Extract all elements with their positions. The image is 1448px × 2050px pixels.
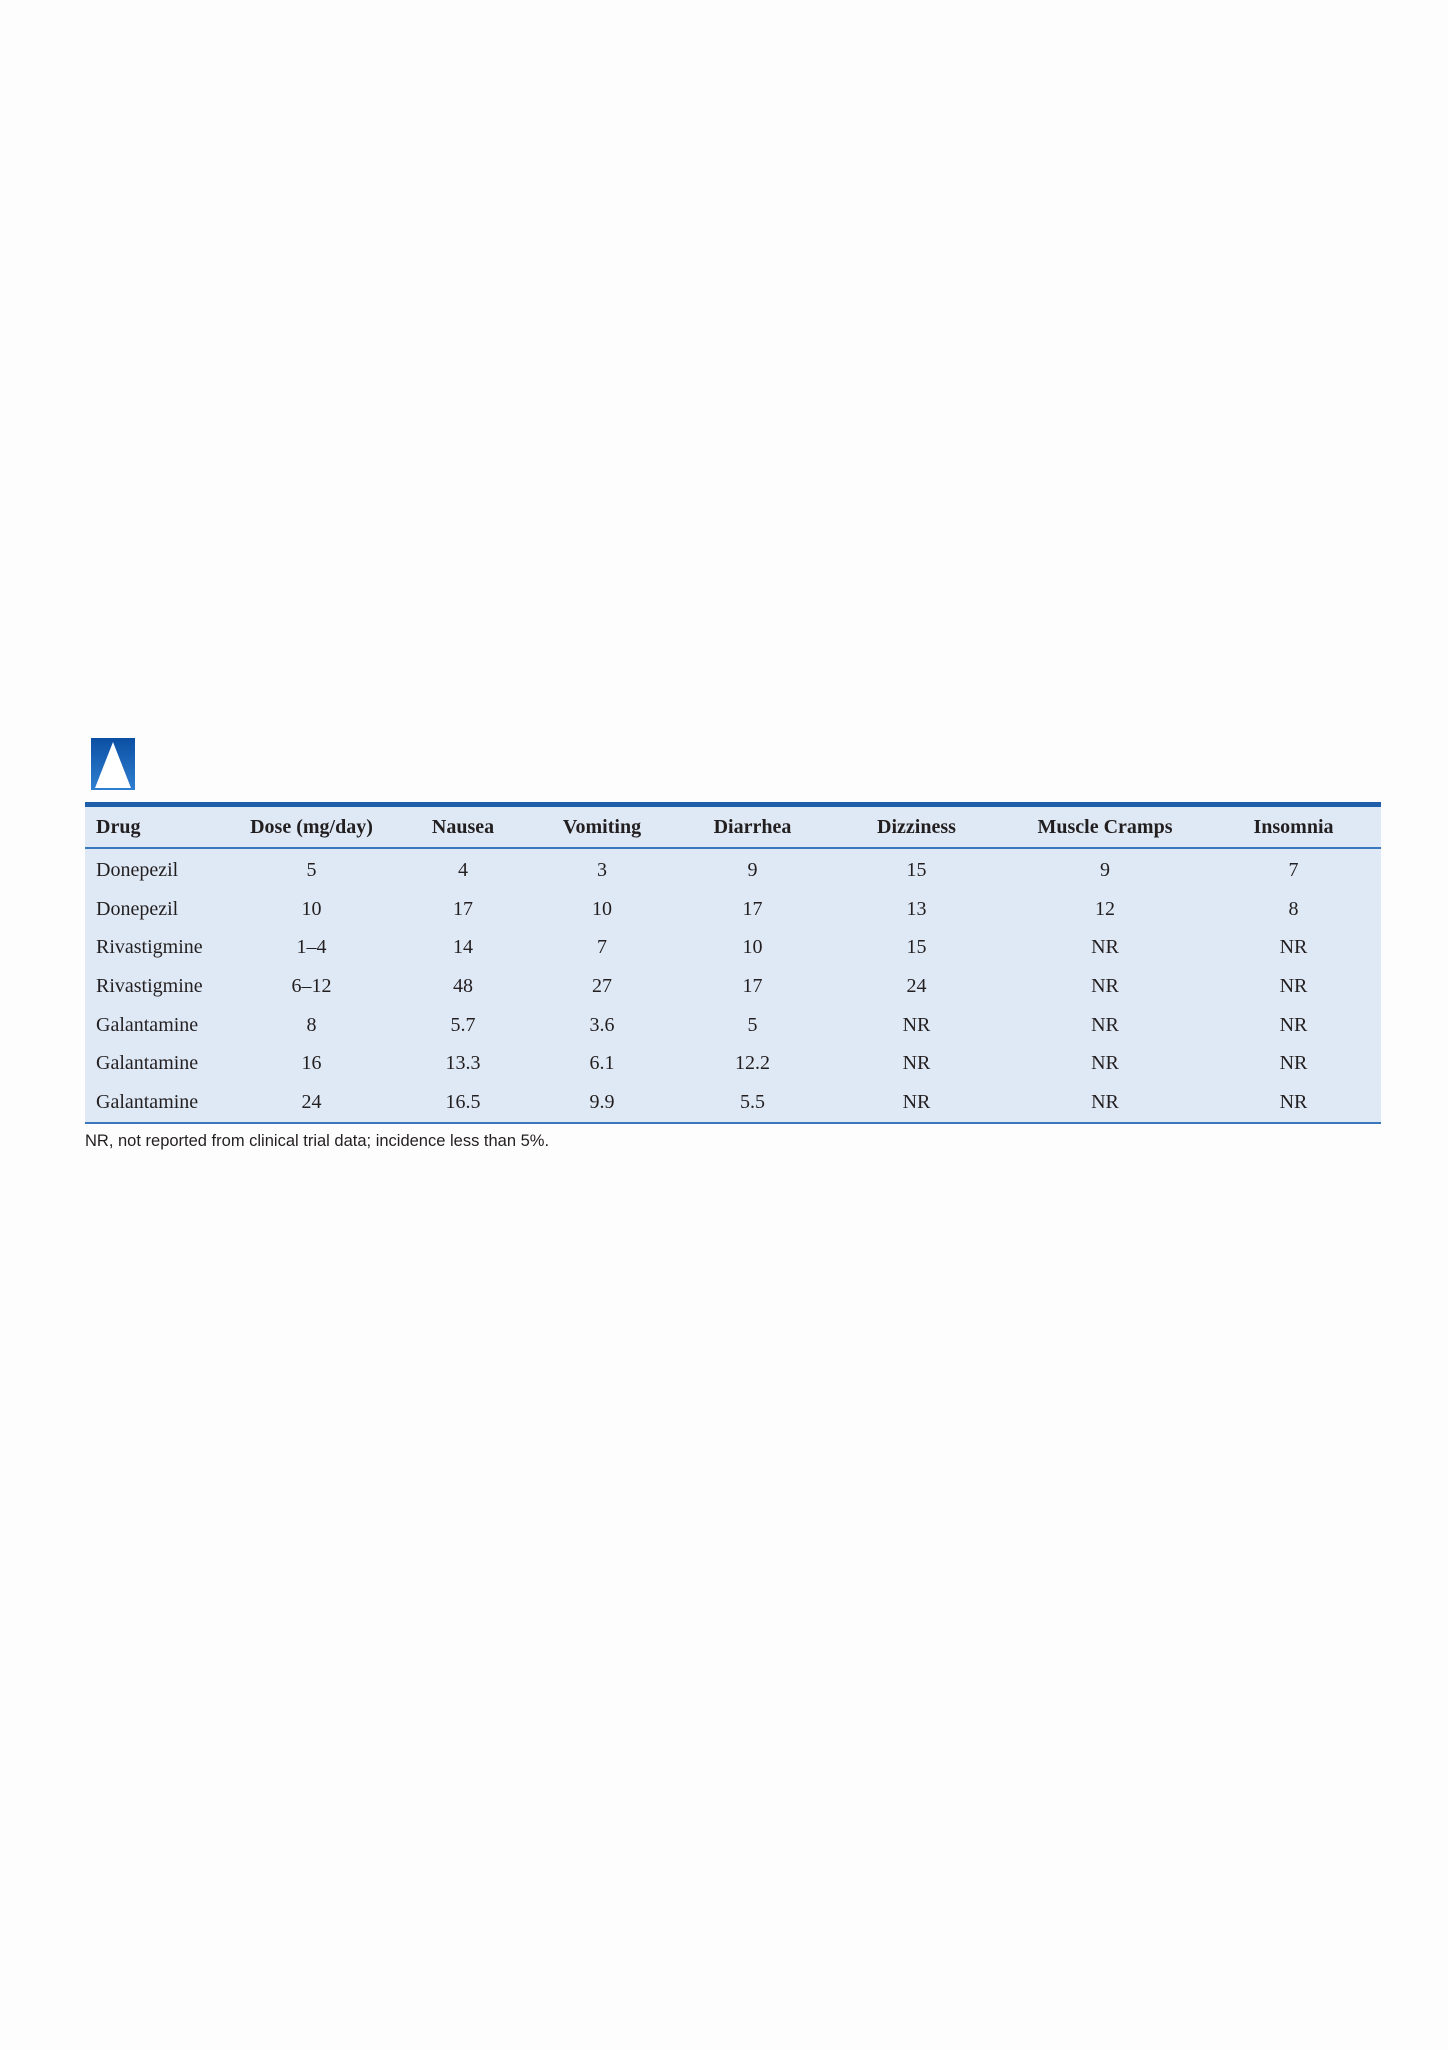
cell-insomnia: 7 xyxy=(1288,858,1299,881)
cell-diarrhea: 17 xyxy=(742,897,763,920)
header-vomiting: Vomiting xyxy=(528,807,676,848)
cell-insomnia: NR xyxy=(1279,974,1308,997)
header-dizziness: Dizziness xyxy=(829,807,1004,848)
cell-nausea: 48 xyxy=(453,974,473,997)
cell-dizziness: 15 xyxy=(906,858,927,881)
cell-vomiting: 3.6 xyxy=(589,1013,615,1036)
table-row xyxy=(85,890,1381,929)
cell-dose: 1–4 xyxy=(296,936,327,959)
cell-drug: Rivastigmine xyxy=(96,936,203,959)
cell-dose: 10 xyxy=(301,897,322,920)
cell-dizziness: NR xyxy=(902,1090,931,1113)
table-row xyxy=(85,1083,1381,1122)
cell-muscle-cramps: NR xyxy=(1091,1090,1119,1113)
adverse-effects-table xyxy=(85,802,1381,1124)
cell-nausea: 13.3 xyxy=(445,1052,481,1075)
cell-nausea: 5.7 xyxy=(450,1013,476,1036)
header-diarrhea: Diarrhea xyxy=(676,807,829,848)
cell-diarrhea: 9 xyxy=(747,858,758,881)
cell-vomiting: 9.9 xyxy=(589,1090,615,1113)
cell-muscle-cramps: 12 xyxy=(1095,897,1115,920)
header-muscle-cramps: Muscle Cramps xyxy=(1004,807,1206,848)
cell-vomiting: 3 xyxy=(597,858,607,881)
table-footnote: NR, not reported from clinical trial data; incidence less than 5%. xyxy=(85,1132,550,1150)
cell-drug: Galantamine xyxy=(96,1052,199,1075)
table-row xyxy=(85,967,1381,1006)
cell-insomnia: 8 xyxy=(1288,897,1299,920)
cell-muscle-cramps: NR xyxy=(1091,1013,1119,1036)
table-row xyxy=(85,848,1381,890)
cell-drug: Donepezil xyxy=(96,897,179,920)
cell-muscle-cramps: 9 xyxy=(1100,858,1110,881)
cell-dizziness: 24 xyxy=(906,974,927,997)
cell-diarrhea: 12.2 xyxy=(735,1052,770,1075)
cell-diarrhea: 10 xyxy=(742,936,763,959)
cell-dose: 5 xyxy=(306,858,317,881)
cell-vomiting: 10 xyxy=(592,897,612,920)
cell-vomiting: 6.1 xyxy=(589,1052,615,1075)
table-row xyxy=(85,1044,1381,1083)
cell-nausea: 16.5 xyxy=(445,1090,481,1113)
table-marker-icon xyxy=(91,738,135,790)
cell-muscle-cramps: NR xyxy=(1091,974,1119,997)
cell-insomnia: NR xyxy=(1279,1052,1308,1075)
cell-dose: 24 xyxy=(301,1090,322,1113)
table-row xyxy=(85,928,1381,967)
cell-insomnia: NR xyxy=(1279,936,1308,959)
cell-drug: Galantamine xyxy=(96,1090,199,1113)
cell-muscle-cramps: NR xyxy=(1091,1052,1119,1075)
cell-nausea: 14 xyxy=(453,936,473,959)
cell-drug: Donepezil xyxy=(96,858,179,881)
cell-dizziness: NR xyxy=(902,1052,931,1075)
table-row xyxy=(85,1006,1381,1045)
cell-insomnia: NR xyxy=(1279,1013,1308,1036)
cell-muscle-cramps: NR xyxy=(1091,936,1119,959)
cell-vomiting: 7 xyxy=(597,936,607,959)
cell-dose: 6–12 xyxy=(291,974,332,997)
cell-insomnia: NR xyxy=(1279,1090,1308,1113)
cell-dizziness: 13 xyxy=(906,897,927,920)
cell-vomiting: 27 xyxy=(592,974,612,997)
cell-nausea: 17 xyxy=(453,897,473,920)
cell-dose: 16 xyxy=(301,1052,322,1075)
cell-drug: Galantamine xyxy=(96,1013,199,1036)
cell-dose: 8 xyxy=(306,1013,317,1036)
header-dose: Dose (mg/day) xyxy=(225,807,398,848)
cell-dizziness: NR xyxy=(902,1013,931,1036)
cell-diarrhea: 5 xyxy=(747,1013,758,1036)
cell-diarrhea: 5.5 xyxy=(740,1090,765,1113)
header-insomnia: Insomnia xyxy=(1206,807,1381,848)
header-drug: Drug xyxy=(85,807,225,848)
cell-dizziness: 15 xyxy=(906,936,927,959)
cell-nausea: 4 xyxy=(458,858,468,881)
cell-drug: Rivastigmine xyxy=(96,974,203,997)
header-nausea: Nausea xyxy=(398,807,528,848)
table-header-row xyxy=(85,807,1381,848)
cell-diarrhea: 17 xyxy=(742,974,763,997)
